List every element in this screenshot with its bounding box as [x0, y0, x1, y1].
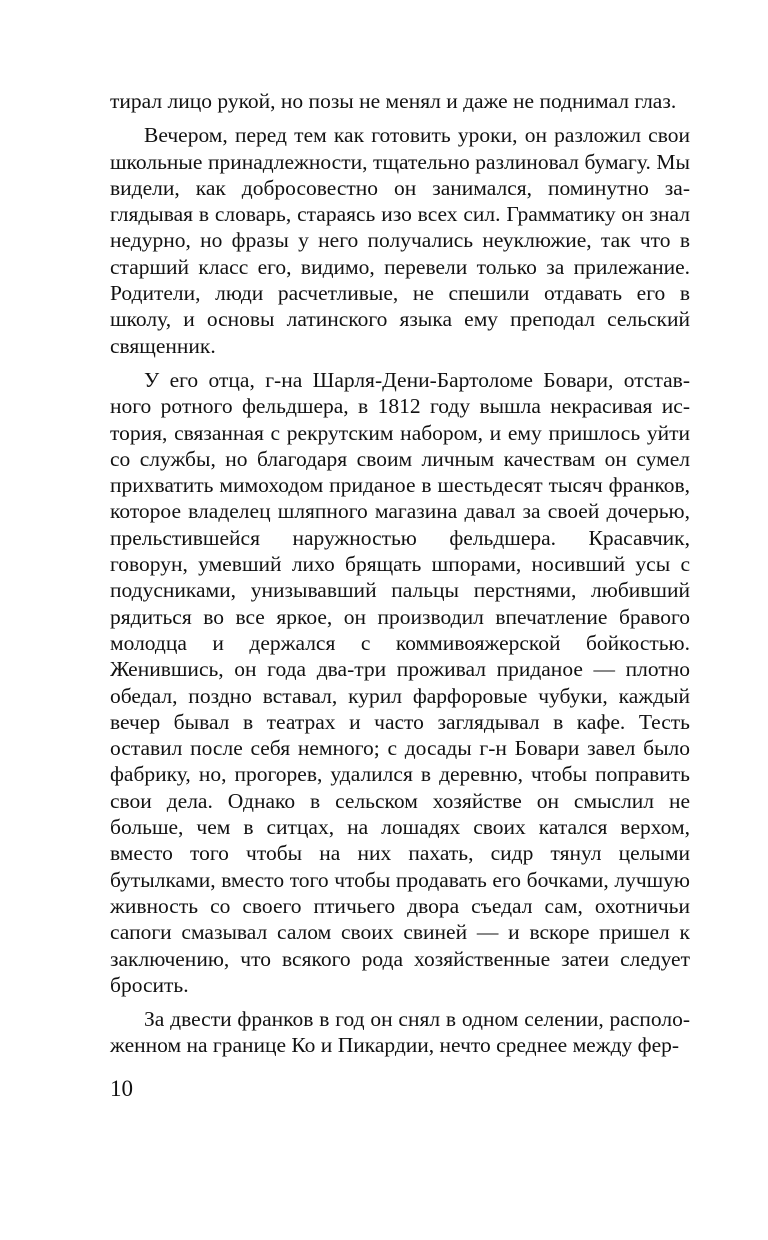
paragraph-father: У его отца, г-на Шарля-Дени-Бартоломе Бовари, отставного ротного фельдшера, в 1812 году вышла некрасивая история, связанная с рекрутским набором, и ему пришлось уйти со службы, но благодаря своим личным качествам он сумел прихватить мимоходом приданое в шестьдесят тысяч франков, которое владелец шляпного магазина давал за своей дочерью, прельстившейся наружностью фельдшера. Красавчик, говорун, умевший лихо брящать шпорами, носивший усы с подусниками, унизывавший пальцы перстнями, любивший рядиться во все яркое, он производил впечатление бравого молодца и держался с коммивояжерской бойкостью. Женившись, он года два-три проживал приданое — плотно обедал, поздно вставал, курил фарфоровые чубуки, каждый вечер бывал в театрах и часто заглядывал в кафе. Тесть оставил после себя немного; с досады г-н Бовари завел было фабрику, но, прогорев, удалился в деревню, чтобы поправить свои дела. Однако в сельском хозяйстве он смыслил не больше, чем в ситцах, на лошадях своих катался верхом, вместо того чтобы на них пахать, сидр тянул целыми бутылками, вместо того чтобы продавать его бочками, лучшую живность со своего птичьего двора съедал сам, охотничьи сапоги смазывал салом своих свиней — и вскоре пришел к заключению, что всякого рода хозяйственные затеи следует бросить.: [110, 367, 690, 997]
paragraph-lessons: Вечером, перед тем как готовить уроки, он разложил свои школьные принадлежности, тщательно разлиновал бумагу. Мы видели, как добросовестно он занимался, поминутно заглядывая в словарь, стараясь изо всех сил. Грамматику он знал недурно, но фразы у него получались неуклюжие, так что в старший класс его, видимо, перевели только за прилежание. Родители, люди расчетливые, не спешили отдавать его в школу, и основы латинского языка ему преподал сельский священник.: [110, 123, 690, 358]
paragraph-rent: За двести франков в год он снял в одном селении, расположенном на границе Ко и Пикардии, нечто среднее между фер-: [110, 1007, 690, 1058]
paragraph-continuation: тирал лицо рукой, но позы не менял и даже не поднимал глаз.: [110, 89, 677, 113]
page-number: 10: [110, 1076, 133, 1101]
page-body: [110, 88, 690, 1059]
